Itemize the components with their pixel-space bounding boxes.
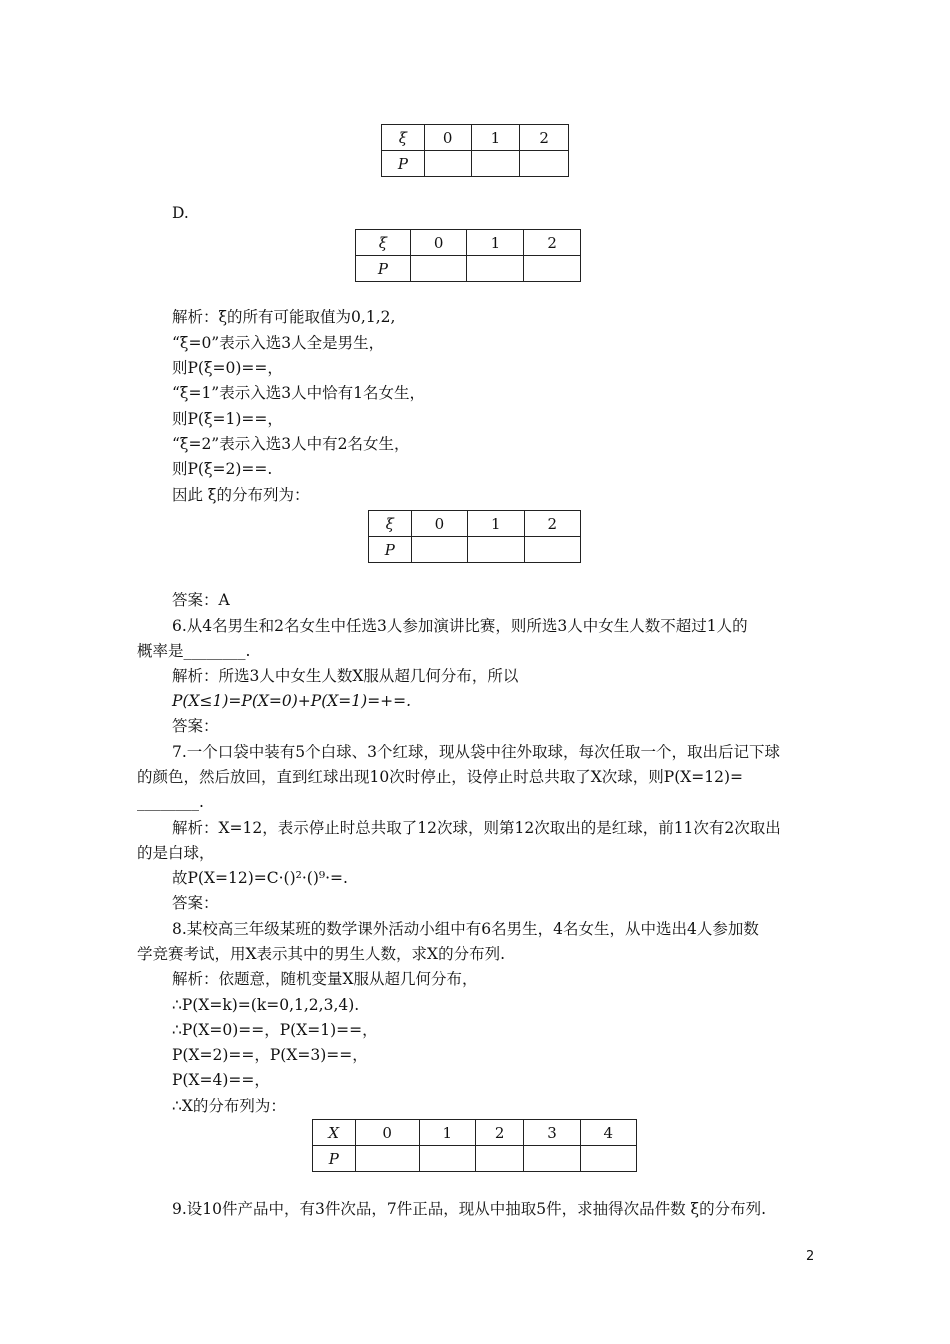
solution-line: 则P(ξ=1)==， bbox=[172, 410, 283, 428]
table-cell bbox=[424, 151, 471, 177]
table-cell: 0 bbox=[410, 230, 467, 256]
table-cell: 1 bbox=[467, 230, 524, 256]
solution-line: P(X≤1)=P(X=0)+P(X=1)=+=. bbox=[172, 692, 412, 710]
table-cell: 1 bbox=[471, 125, 520, 151]
table-cell: ξ bbox=[382, 125, 425, 151]
table-cell: X bbox=[313, 1120, 356, 1146]
table-cell bbox=[355, 1146, 419, 1172]
solution-line: ∴P(X=0)==，P(X=1)==， bbox=[172, 1021, 378, 1039]
table-cell: 2 bbox=[524, 511, 580, 537]
solution-line: 故P(X=12)=C·()²·()⁹·=. bbox=[172, 869, 348, 887]
table-row bbox=[313, 1146, 637, 1172]
question-line: 概率是________. bbox=[137, 642, 251, 660]
solution-line: ∴P(X=k)=(k=0,1,2,3,4). bbox=[172, 996, 360, 1014]
table-cell: 2 bbox=[520, 125, 569, 151]
solution-line: 解析：ξ的所有可能取值为0,1,2, bbox=[172, 308, 396, 326]
table-cell bbox=[467, 256, 524, 282]
solution-line: 则P(ξ=2)==. bbox=[172, 460, 273, 478]
table-cell: 2 bbox=[475, 1120, 523, 1146]
table-cell bbox=[524, 537, 580, 563]
answer-line: 答案： bbox=[172, 894, 219, 912]
table-cell bbox=[411, 537, 467, 563]
table-row bbox=[369, 537, 581, 563]
solution-line: 则P(ξ=0)==， bbox=[172, 359, 283, 377]
solution-line: P(X=2)==，P(X=3)==， bbox=[172, 1046, 368, 1064]
solution-line: P(X=4)==， bbox=[172, 1071, 270, 1089]
table-cell: ξ bbox=[369, 511, 412, 537]
distribution-table-a bbox=[381, 124, 569, 177]
solution-line: ∴X的分布列为： bbox=[172, 1097, 286, 1115]
table-cell bbox=[419, 1146, 475, 1172]
answer-line: 答案：A bbox=[172, 591, 230, 609]
table-cell: P bbox=[369, 537, 412, 563]
question-line: 7.一个口袋中装有5个白球、3个红球，现从袋中往外取球，每次任取一个，取出后记下球 bbox=[172, 743, 781, 761]
table-row bbox=[382, 151, 569, 177]
table-cell: 1 bbox=[468, 511, 524, 537]
solution-line: “ξ=0”表示入选3人全是男生， bbox=[172, 334, 385, 352]
page-number: 2 bbox=[806, 1249, 815, 1264]
table-cell: P bbox=[356, 256, 411, 282]
table-cell: 1 bbox=[419, 1120, 475, 1146]
table-cell: 2 bbox=[524, 230, 581, 256]
table-cell bbox=[468, 537, 524, 563]
distribution-table-q8 bbox=[312, 1119, 637, 1172]
question-line: 8.某校高三年级某班的数学课外活动小组中有6名男生，4名女生，从中选出4人参加数 bbox=[172, 920, 759, 938]
table-cell: 0 bbox=[411, 511, 467, 537]
table-row bbox=[356, 256, 581, 282]
question-line: 学竞赛考试，用X表示其中的男生人数，求X的分布列. bbox=[137, 945, 505, 963]
table-header-row bbox=[382, 125, 569, 151]
solution-line: 因此 ξ的分布列为： bbox=[172, 486, 310, 504]
table-header-row bbox=[313, 1120, 637, 1146]
question-line: ________. bbox=[137, 793, 204, 811]
distribution-table-q5 bbox=[368, 510, 581, 563]
table-cell: 0 bbox=[424, 125, 471, 151]
table-cell: 3 bbox=[524, 1120, 580, 1146]
solution-line: “ξ=1”表示入选3人中恰有1名女生， bbox=[172, 384, 425, 402]
table-cell: 0 bbox=[355, 1120, 419, 1146]
option-d-label: D. bbox=[172, 204, 189, 222]
table-cell bbox=[475, 1146, 523, 1172]
question-line: 6.从4名男生和2名女生中任选3人参加演讲比赛，则所选3人中女生人数不超过1人的 bbox=[172, 617, 748, 635]
solution-line: 解析：X=12，表示停止时总共取了12次球，则第12次取出的是红球，前11次有2次取出 bbox=[172, 819, 781, 837]
table-cell bbox=[580, 1146, 636, 1172]
table-cell: 4 bbox=[580, 1120, 636, 1146]
table-cell: P bbox=[313, 1146, 356, 1172]
solution-line: 解析：依题意，随机变量X服从超几何分布， bbox=[172, 970, 478, 988]
table-cell bbox=[520, 151, 569, 177]
table-cell bbox=[410, 256, 467, 282]
table-cell bbox=[524, 1146, 580, 1172]
table-cell: P bbox=[382, 151, 425, 177]
table-header-row bbox=[356, 230, 581, 256]
distribution-table-d bbox=[355, 229, 581, 282]
question-line: 的颜色，然后放回，直到红球出现10次时停止，设停止时总共取了X次球，则P(X=12)= bbox=[137, 768, 744, 786]
table-cell bbox=[524, 256, 581, 282]
question-line: 9.设10件产品中，有3件次品，7件正品，现从中抽取5件，求抽得次品件数 ξ的分布列. bbox=[172, 1200, 766, 1218]
solution-line: “ξ=2”表示入选3人中有2名女生， bbox=[172, 435, 410, 453]
table-header-row bbox=[369, 511, 581, 537]
solution-line: 的是白球， bbox=[137, 844, 215, 862]
table-cell bbox=[471, 151, 520, 177]
solution-line: 解析：所选3人中女生人数X服从超几何分布，所以 bbox=[172, 667, 519, 685]
table-cell: ξ bbox=[356, 230, 411, 256]
answer-line: 答案： bbox=[172, 717, 219, 735]
